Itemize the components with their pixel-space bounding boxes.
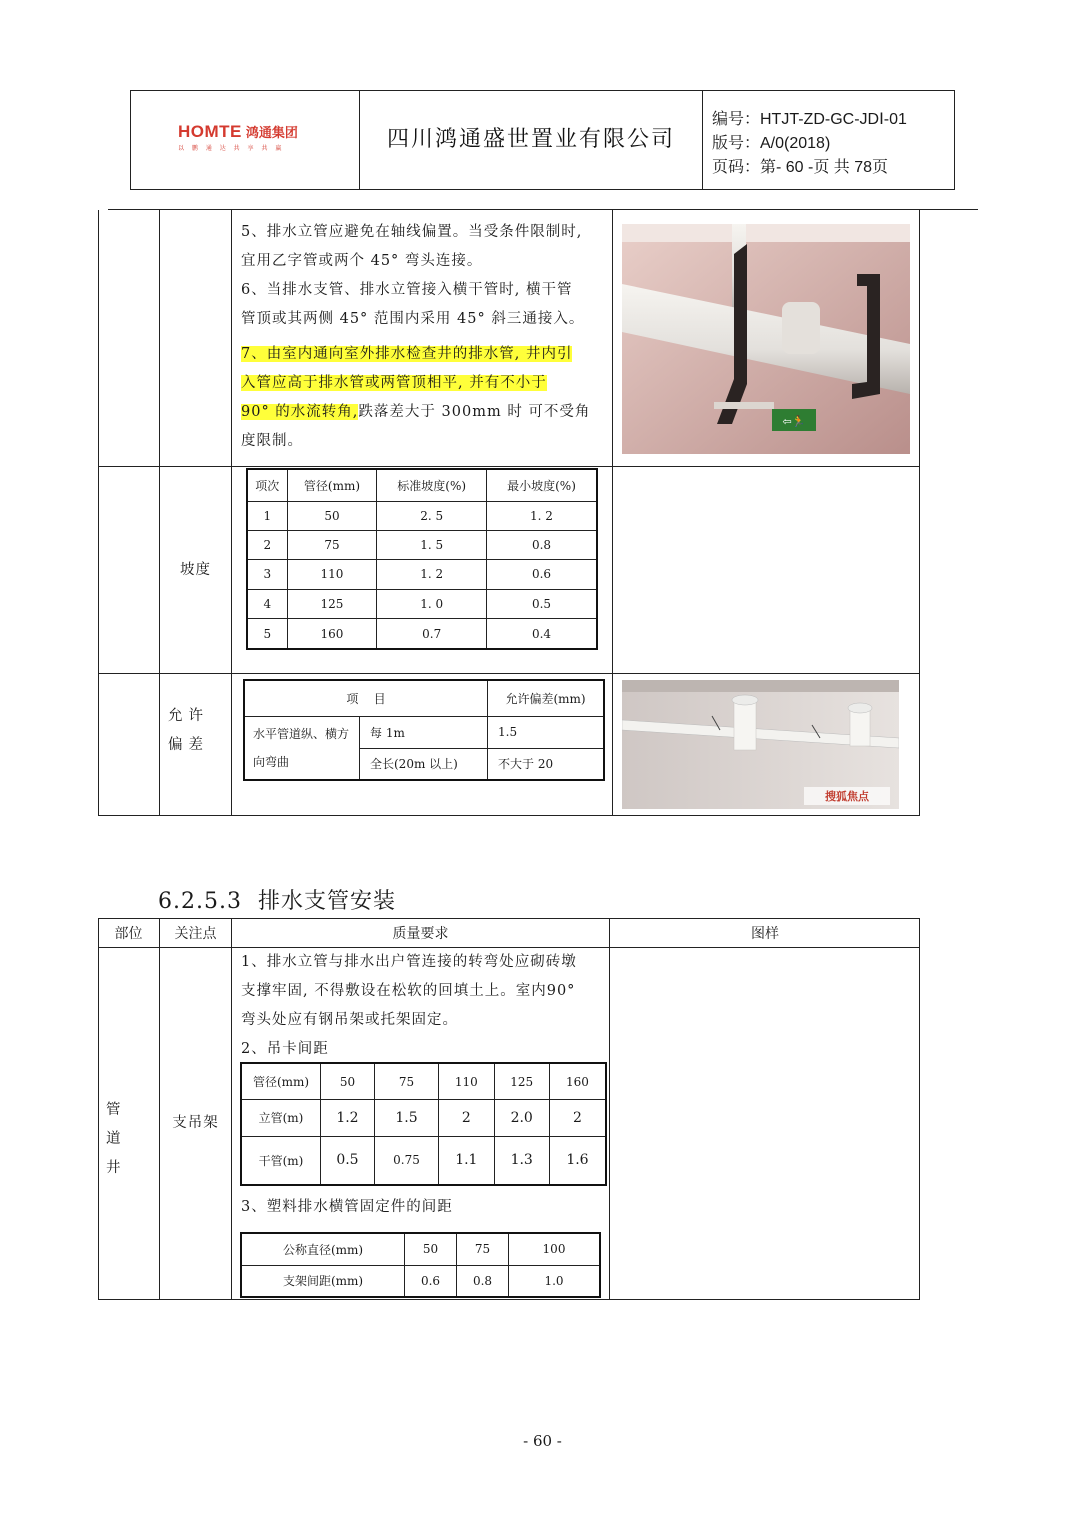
cell: 75 <box>287 530 377 559</box>
cell: 160 <box>549 1063 606 1100</box>
cell: 0.7 <box>377 619 487 649</box>
cell: 0.5 <box>487 589 597 618</box>
doc-page: 页码：第- 60 -页 共 78页 <box>712 159 889 176</box>
cell: 50 <box>321 1063 375 1100</box>
col-header-focus: 关注点 <box>174 925 217 942</box>
cell: 1.1 <box>439 1136 494 1185</box>
deviation-header-value: 允许偏差(mm) <box>488 680 605 716</box>
req2-line: 2、吊卡间距 <box>241 1041 329 1057</box>
item5-line2: 宜用乙字管或两个 45° 弯头连接。 <box>241 253 483 269</box>
col-header-figure: 图样 <box>751 925 779 942</box>
slope-header-index: 项次 <box>247 469 287 501</box>
cell: 5 <box>247 619 287 649</box>
deviation-row2-scope: 全长(20m 以上) <box>360 748 488 780</box>
cell: 1.2 <box>321 1100 375 1137</box>
cell: 1.5 <box>374 1100 438 1137</box>
item7-line3-rest: 跌落差大于 300mm 时 可不受角 <box>358 404 591 420</box>
item7-line2: 入管应高于排水管或两管顶相平, 并有不小于 <box>241 375 547 391</box>
cell: 0.8 <box>487 530 597 559</box>
exit-sign-glyph: ⇦🏃 <box>782 415 806 428</box>
table-row <box>247 560 597 589</box>
cell: 1.3 <box>494 1136 549 1185</box>
req3-line: 3、塑料排水横管固定件的间距 <box>241 1199 453 1215</box>
doc-code: 编号：HTJT-ZD-GC-JDⅠ-01 <box>712 111 907 128</box>
table-row <box>247 589 597 618</box>
table-row <box>241 1265 600 1297</box>
hanger-main-label: 干管(m) <box>241 1136 321 1185</box>
item7-line4: 度限制。 <box>241 433 303 449</box>
deviation-row-label: 水平管道纵、横方向弯曲 <box>244 716 360 780</box>
slope-table <box>246 468 598 650</box>
cell: 1. 5 <box>377 530 487 559</box>
item6-line1: 6、当排水支管、排水立管接入横干管时, 横干管 <box>241 282 573 298</box>
cell: 1.6 <box>549 1136 606 1185</box>
pipe-photo-2 <box>622 680 899 809</box>
table-row <box>247 501 597 530</box>
logo-cn: 鸿通集团 <box>245 126 298 141</box>
cell: 75 <box>457 1233 509 1265</box>
cell: 1. 2 <box>377 560 487 589</box>
deviation-label: 允许偏差 <box>168 708 209 753</box>
deviation-row1-scope: 每 1m <box>360 716 488 748</box>
cell: 50 <box>405 1233 457 1265</box>
cell: 50 <box>287 501 377 530</box>
item7-line3-highlight: 90° 的水流转角, <box>241 404 359 420</box>
row-line-2 <box>98 673 920 674</box>
cell: 125 <box>287 589 377 618</box>
deviation-header-item: 项 目 <box>244 680 488 716</box>
cell: 2 <box>439 1100 494 1137</box>
quality-text <box>241 948 606 1064</box>
cell: 0.75 <box>374 1136 438 1185</box>
focus-label: 支吊架 <box>172 1114 219 1131</box>
col-line-2 <box>231 210 232 816</box>
slope-label: 坡度 <box>180 561 211 578</box>
cell: 0.8 <box>457 1265 509 1297</box>
deviation-row1-value: 1.5 <box>488 716 605 748</box>
pipe-illustration-1 <box>622 224 910 454</box>
req1-line3: 弯头处应有钢吊架或托架固定。 <box>241 1012 458 1028</box>
cell: 110 <box>439 1063 494 1100</box>
cell: 1 <box>247 501 287 530</box>
cell: 75 <box>374 1063 438 1100</box>
pipe-illustration-2 <box>622 680 899 809</box>
fix-row-label: 支架间距(mm) <box>241 1265 405 1297</box>
part-label: 管道井 <box>106 1102 131 1176</box>
cell: 1. 0 <box>377 589 487 618</box>
cell: 2.0 <box>494 1100 549 1137</box>
table-row <box>247 619 597 649</box>
section-title: 6.2.5.3 排水支管安装 <box>158 889 396 914</box>
cell: 0.4 <box>487 619 597 649</box>
company-name: 四川鸿通盛世置业有限公司 <box>386 126 675 151</box>
fixing-spacing-table <box>240 1232 601 1298</box>
requirement-text <box>241 218 606 456</box>
logo-tagline: 以 鹏 通 达 共 享 共 赢 <box>178 145 285 152</box>
fix-header-label: 公称直径(mm) <box>241 1233 405 1265</box>
cell: 2 <box>549 1100 606 1137</box>
watermark-text: 搜狐焦点 <box>825 790 869 803</box>
cell: 1. 2 <box>487 501 597 530</box>
cell: 0.6 <box>405 1265 457 1297</box>
cell: 2. 5 <box>377 501 487 530</box>
hanger-header-label: 管径(mm) <box>241 1063 321 1100</box>
cell: 2 <box>247 530 287 559</box>
cell: 110 <box>287 560 377 589</box>
deviation-row2-value: 不大于 20 <box>488 748 605 780</box>
cell: 4 <box>247 589 287 618</box>
slope-header-min: 最小坡度(%) <box>487 469 597 501</box>
req1-line1: 1、排水立管与排水出户管连接的转弯处应砌砖墩 <box>241 954 577 970</box>
logo-text: HOMTE <box>178 122 242 141</box>
cell: 125 <box>494 1063 549 1100</box>
header-divider-2 <box>702 90 703 190</box>
hanger-riser-label: 立管(m) <box>241 1100 321 1137</box>
cell: 0.5 <box>321 1136 375 1185</box>
cell: 3 <box>247 560 287 589</box>
item7-line1: 7、由室内通向室外排水检查井的排水管, 井内引 <box>241 346 573 362</box>
deviation-table <box>243 679 605 781</box>
cell: 160 <box>287 619 377 649</box>
slope-header-diameter: 管径(mm) <box>287 469 377 501</box>
col-header-quality: 质量要求 <box>392 925 449 942</box>
doc-version: 版号：A/0(2018) <box>712 135 831 152</box>
s-col-line-3 <box>609 918 610 1300</box>
s-col-line-2 <box>231 918 232 1300</box>
company-logo <box>178 122 348 162</box>
cell: 100 <box>509 1233 601 1265</box>
slope-header-standard: 标准坡度(%) <box>377 469 487 501</box>
item6-line2: 管顶或其两侧 45° 范围内采用 45° 斜三通接入。 <box>241 311 585 327</box>
hanger-spacing-table <box>240 1062 607 1186</box>
item5-line1: 5、排水立管应避免在轴线偏置。当受条件限制时, <box>241 224 583 240</box>
col-header-part: 部位 <box>114 925 143 942</box>
table-row <box>241 1100 606 1137</box>
table-row <box>247 530 597 559</box>
req1-line2: 支撑牢固, 不得敷设在松软的回填土上。室内90° <box>241 983 576 999</box>
cell: 0.6 <box>487 560 597 589</box>
table-row <box>241 1136 606 1185</box>
cell: 1.0 <box>509 1265 601 1297</box>
page-number: - 60 - <box>523 1432 562 1450</box>
col-line-3 <box>612 210 613 816</box>
pipe-photo-1 <box>622 224 910 454</box>
